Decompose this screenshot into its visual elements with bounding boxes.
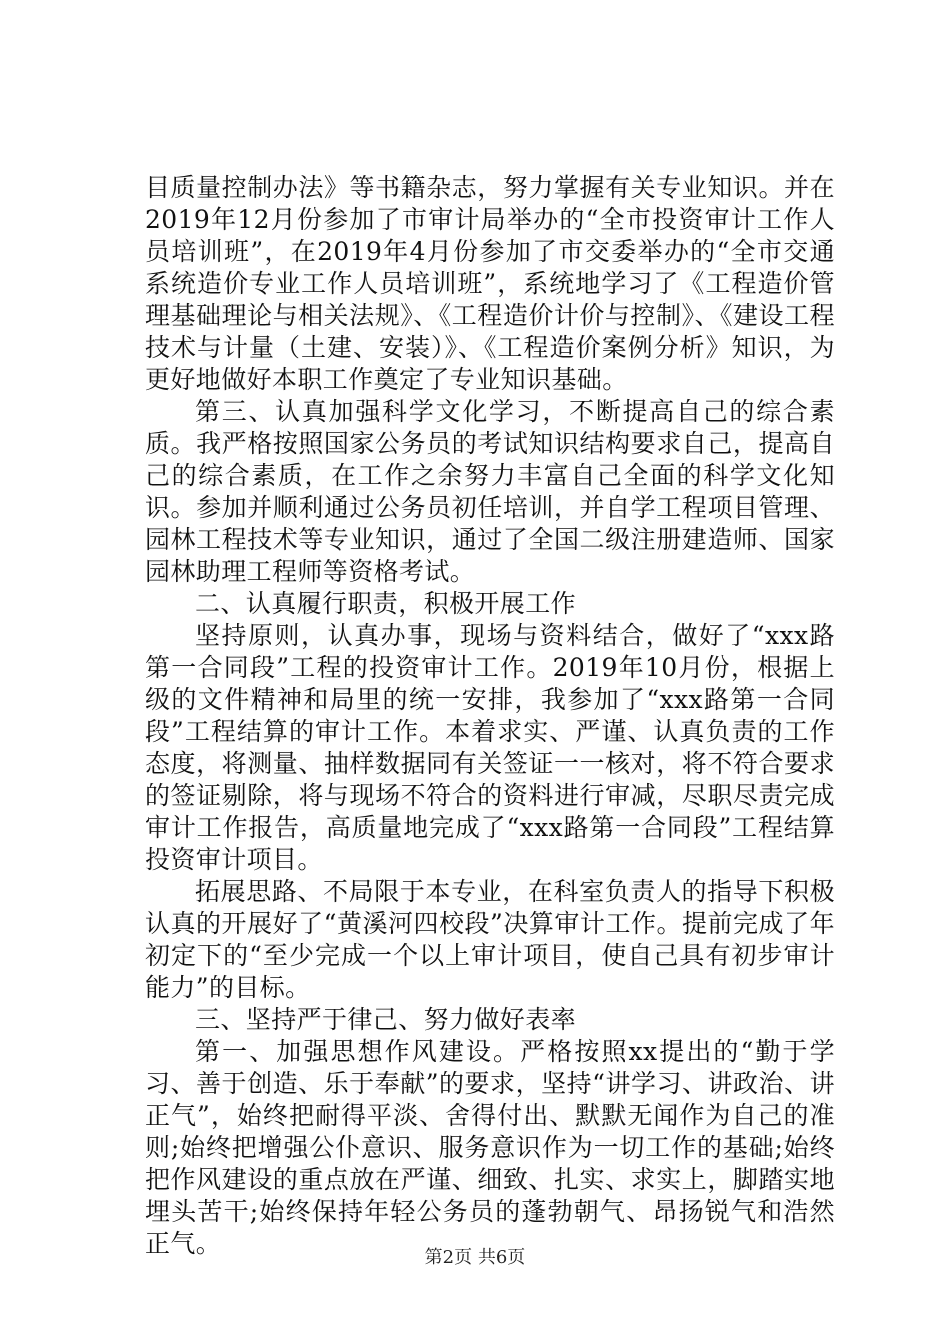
page-footer: 第2页 共6页 <box>424 1247 526 1268</box>
document-body <box>145 172 835 1260</box>
heading-section-three: 三、坚持严于律己、努力做好表率 <box>195 1005 577 1034</box>
paragraph-expand-thinking: 拓展思路、不局限于本专业，在科室负责人的指导下积极认真的开展好了“黄溪河四校段”决算审计工作。提前完成了年初定下的“至少完成一个以上审计项目，使自己具有初步审计能力”的目标。 <box>145 877 835 1002</box>
paragraph-ideology-style: 第一、加强思想作风建设。严格按照xx提出的“勤于学习、善于创造、乐于奉献”的要求，坚持“讲学习、讲政治、讲正气”，始终把耐得平淡、舍得付出、默默无闻作为自己的准则;始终把增强公仆意识、服务意识作为一切工作的基础;始终把作风建设的重点放在严谨、细致、扎实、求实上，脚踏实地埋头苦干;始终保持年轻公务员的蓬勃朝气、昂扬锐气和浩然正气。 <box>145 1037 835 1258</box>
paragraph-continuation: 目质量控制办法》等书籍杂志，努力掌握有关专业知识。并在2019年12月份参加了市审计局举办的“全市投资审计工作人员培训班”，在2019年4月份参加了市交委举办的“全市交通系统造价专业工作人员培训班”，系统地学习了《工程造价管理基础理论与相关法规》、《工程造价计价与控制》、《建设工程技术与计量（土建、安装）》、《工程造价案例分析》知识，为更好地做好本职工作奠定了专业知识基础。 <box>145 173 835 394</box>
heading-section-two: 二、认真履行职责，积极开展工作 <box>195 589 577 618</box>
paragraph-section-three-study: 第三、认真加强科学文化学习，不断提高自己的综合素质。我严格按照国家公务员的考试知识结构要求自己，提高自己的综合素质，在工作之余努力丰富自己全面的科学文化知识。参加并顺利通过公务员初任培训，并自学工程项目管理、园林工程技术等专业知识，通过了全国二级注册建造师、国家园林助理工程师等资格考试。 <box>145 397 835 586</box>
paragraph-audit-work: 坚持原则，认真办事，现场与资料结合，做好了“xxx路第一合同段”工程的投资审计工作。2019年10月份，根据上级的文件精神和局里的统一安排，我参加了“xxx路第一合同段”工程结算的审计工作。本着求实、严谨、认真负责的工作态度，将测量、抽样数据同有关签证一一核对，将不符合要求的签证剔除，将与现场不符合的资料进行审减，尽职尽责完成审计工作报告，高质量地完成了“xxx路第一合同段”工程结算投资审计项目。 <box>145 621 835 874</box>
